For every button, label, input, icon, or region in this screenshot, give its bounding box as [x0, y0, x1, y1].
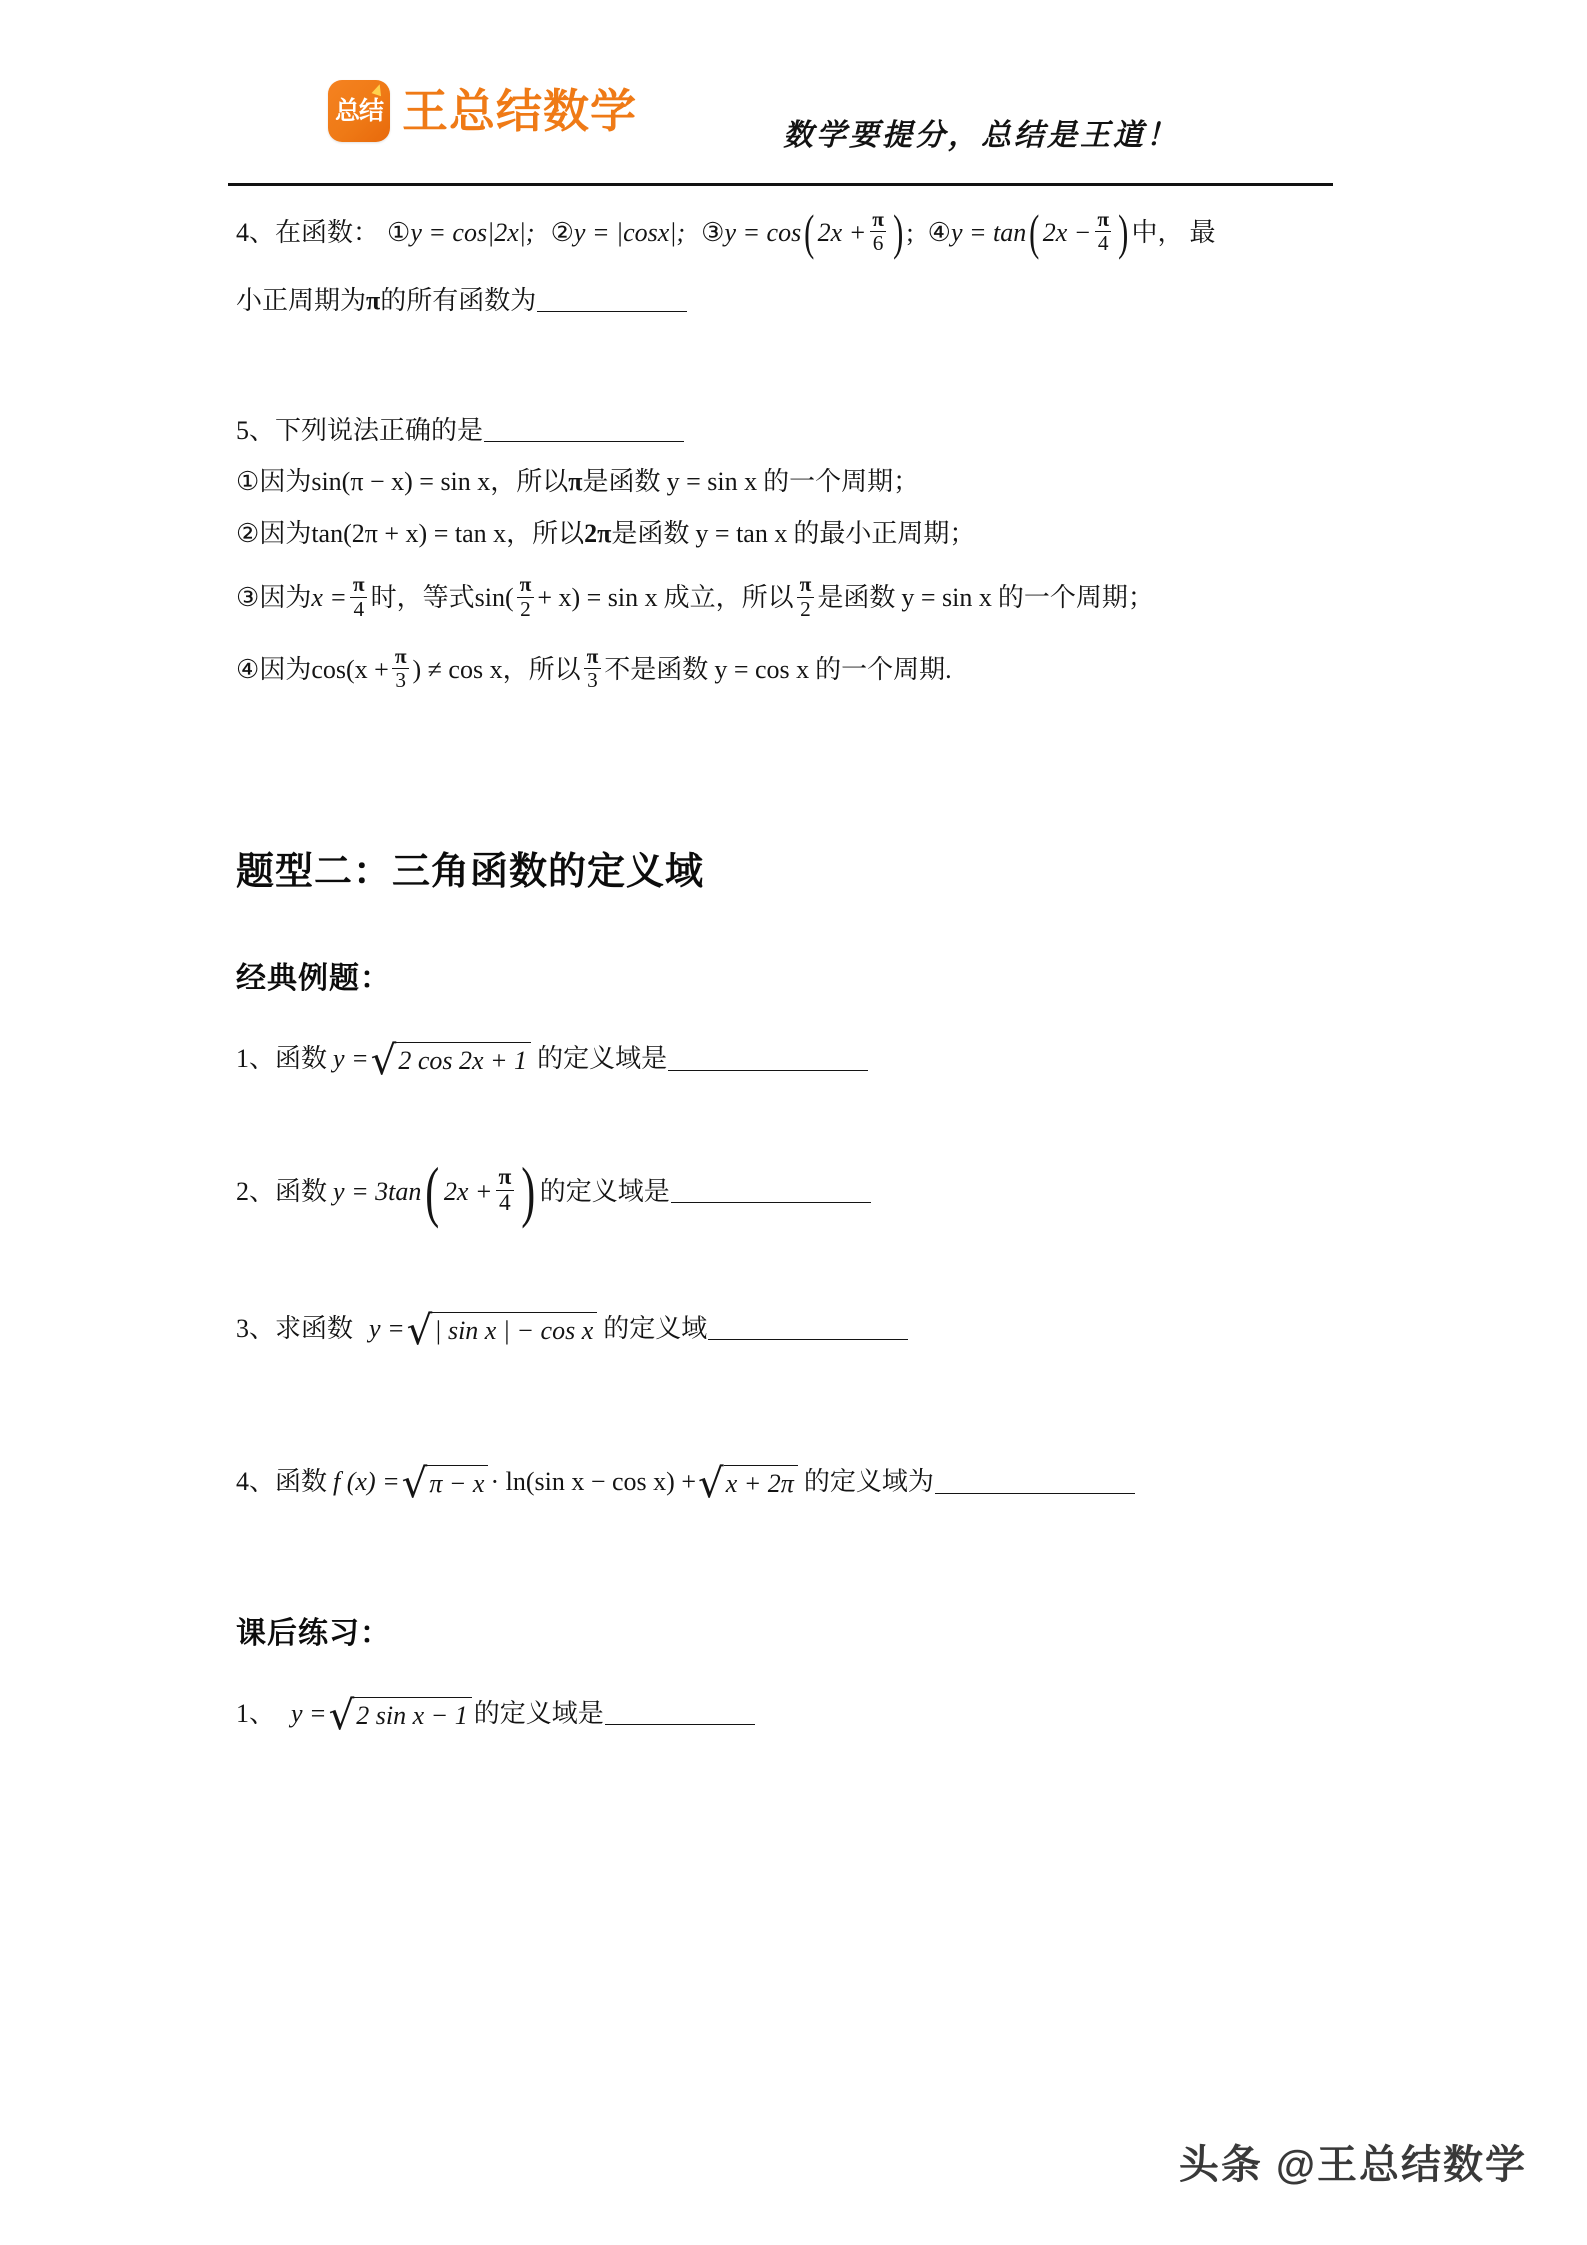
item-text-c: 成立，所以 [663, 583, 794, 613]
fraction-numerator: π [799, 572, 812, 597]
item-text-a: 因为 [259, 654, 312, 684]
fraction-numerator: π [1097, 207, 1109, 231]
item-x-equals: x = [311, 583, 347, 613]
example-number: 3、 [236, 1313, 276, 1343]
example-lead: 函数 [275, 1467, 328, 1497]
fraction-numerator: π [498, 1164, 512, 1191]
fraction-denominator: 3 [392, 668, 409, 691]
q4-item2-expr: y = |cosx|; [573, 217, 686, 247]
item-text-a: 因为 [259, 467, 312, 497]
example-4 [236, 1460, 1346, 1508]
brand-tagline: 数学要提分，总结是王道！ [783, 119, 1179, 152]
q5-number: 5、 [236, 415, 276, 445]
item-mark: ③ [236, 583, 260, 613]
q4-item4-head: y = tan [950, 217, 1027, 247]
square-root-icon [406, 1306, 598, 1354]
item-text-c: 是函数 [582, 467, 661, 497]
open-paren: ( [804, 205, 815, 261]
item-mark: ④ [236, 654, 260, 684]
q4-item4-fraction [1094, 209, 1112, 255]
fraction-numerator: π [586, 643, 599, 668]
practice-1 [236, 1691, 1346, 1739]
q5-stem-text: 下列说法正确的是 [275, 415, 484, 445]
item-expression-2: y = cos x [714, 654, 810, 684]
item-period-value: 2π [584, 519, 612, 549]
item-expression-mid: ) ≠ cos x [412, 654, 503, 684]
fraction-denominator: 3 [584, 668, 601, 691]
example-f-equals: f (x) = [333, 1467, 400, 1497]
fraction-numerator: π [352, 572, 365, 597]
q4-item4-mark: ④ [927, 217, 951, 247]
radical-sign: √ [328, 1691, 355, 1739]
item-text-a: 因为 [259, 583, 312, 613]
question-5-item-4 [236, 643, 1346, 693]
radical-sign: √ [698, 1460, 724, 1508]
fraction-denominator: 4 [350, 597, 367, 620]
example-2 [236, 1153, 1346, 1229]
item-text-a: 因为 [259, 519, 312, 549]
answer-blank[interactable] [668, 1048, 868, 1071]
item-text-d: 的最小正周期； [793, 519, 976, 549]
item-expression-2: y = sin x [901, 583, 992, 613]
square-root-icon [698, 1460, 798, 1508]
question-5-item-3 [236, 572, 1346, 621]
item-text-b: ，所以 [506, 519, 585, 549]
practice-tail: 的定义域是 [473, 1698, 604, 1728]
q4-item3-fraction [869, 209, 887, 255]
answer-blank[interactable] [671, 1180, 871, 1203]
example-tail: 的定义域是 [539, 1176, 670, 1206]
fraction-denominator: 2 [517, 597, 534, 620]
item-expression-2: y = tan x [695, 519, 788, 549]
examples-heading: 经典例题： [236, 962, 391, 996]
q4-line1-end: 最 [1189, 217, 1216, 247]
example-lead: 函数 [275, 1176, 328, 1206]
open-paren: ( [1029, 205, 1040, 261]
q4-item1-expr: y = cos|2x|; [410, 217, 535, 247]
example-tail: 的定义域是 [537, 1044, 668, 1074]
item-text-b: 时，等式 [370, 583, 475, 613]
section-heading: 题型二：三角函数的定义域 [236, 851, 705, 894]
brand-name: 王总结数学 [402, 85, 637, 137]
item-expression-lead: sin( [474, 583, 514, 613]
example-mid-expression: · ln(sin x − cos x) + [490, 1467, 696, 1497]
example-number: 2、 [236, 1176, 276, 1206]
item-text-b: ，所以 [502, 654, 581, 684]
example-number: 4、 [236, 1467, 276, 1497]
q4-item1-mark: ① [387, 217, 411, 247]
q4-item3-tail: ; [906, 217, 914, 247]
q4-item3-mark: ③ [701, 217, 725, 247]
item-text-d: 的一个周期； [763, 467, 920, 497]
example-y-equals: y = [369, 1313, 405, 1343]
square-root-icon [328, 1691, 472, 1739]
item-text-d: 是函数 [817, 583, 896, 613]
item-period-value: π [568, 467, 583, 497]
example-number: 1、 [236, 1044, 276, 1074]
item-expression-2: y = sin x [666, 467, 758, 497]
fraction-denominator: 4 [1095, 231, 1112, 254]
practice-heading: 课后练习： [236, 1616, 391, 1650]
radicand: π − x [427, 1465, 488, 1499]
item-fraction-2 [517, 574, 535, 620]
fraction-numerator: π [519, 572, 532, 597]
item-expression-1: tan(2π + x) = tan x [311, 519, 507, 549]
fraction-denominator: 2 [797, 597, 814, 620]
q4-lead: 在函数： [275, 217, 380, 247]
example-fraction [495, 1166, 514, 1216]
item-fraction-3 [797, 574, 815, 620]
close-paren: ) [1118, 205, 1129, 261]
practice-number: 1、 [236, 1698, 276, 1728]
q4-number: 4、 [236, 217, 276, 247]
header-divider [228, 183, 1333, 186]
q4-item3-inner: 2x + [817, 217, 867, 247]
item-text-c: 是函数 [611, 519, 690, 549]
item-expression-1: sin(π − x) = sin x [311, 467, 491, 497]
document-body [236, 205, 1346, 1739]
example-tail: 的定义域为 [803, 1467, 934, 1497]
example-y-equals: y = [333, 1044, 369, 1074]
q4-line2-rest: 的所有函数为 [380, 285, 537, 315]
logo-icon [328, 80, 390, 142]
square-root-icon [401, 1460, 489, 1508]
question-5-item-1 [236, 467, 1346, 497]
answer-blank[interactable] [484, 419, 684, 442]
answer-blank[interactable] [605, 1702, 755, 1725]
close-paren: ) [521, 1153, 536, 1229]
item-text-e: 的一个周期； [997, 583, 1154, 613]
answer-blank[interactable] [935, 1471, 1135, 1494]
page-header [228, 52, 1333, 170]
radical-sign: √ [406, 1306, 433, 1354]
example-lead: 函数 [275, 1044, 328, 1074]
item-mark: ② [236, 519, 260, 549]
q4-item2-mark: ② [550, 217, 574, 247]
fraction-denominator: 6 [870, 231, 887, 254]
fraction-numerator: π [872, 207, 884, 231]
radical-sign: √ [370, 1037, 397, 1085]
footer-watermark: 头条 @王总结数学 [1178, 2143, 1527, 2187]
question-5-stem [236, 416, 1346, 446]
q4-item3-head: y = cos [724, 217, 802, 247]
item-text-c: 不是函数 [604, 654, 709, 684]
practice-y-equals: y = [291, 1698, 327, 1728]
example-3 [236, 1306, 1346, 1354]
answer-blank[interactable] [537, 289, 687, 312]
item-text-b: ，所以 [490, 467, 569, 497]
item-mark: ① [236, 467, 260, 497]
item-text-d: 的一个周期. [815, 654, 952, 684]
spark-icon [372, 83, 385, 97]
item-fraction-1 [350, 574, 368, 620]
square-root-icon [370, 1037, 531, 1085]
radicand: x + 2π [724, 1465, 798, 1499]
item-fraction-1 [392, 643, 410, 693]
example-1 [236, 1037, 1346, 1085]
radicand: 2 cos 2x + 1 [396, 1042, 531, 1076]
q4-line2-lead: 小正周期为 [236, 285, 367, 315]
question-5-item-2 [236, 519, 1346, 549]
fraction-numerator: π [394, 643, 407, 668]
question-4-line-1 [236, 205, 1346, 261]
open-paren: ( [425, 1153, 440, 1229]
radical-sign: √ [401, 1460, 428, 1508]
close-paren: ) [893, 205, 904, 261]
item-fraction-2 [584, 643, 602, 693]
example-inner-lead: 2x + [443, 1176, 493, 1206]
q4-item4-tail: 中， [1131, 217, 1184, 247]
example-lead: 求函数 [275, 1313, 354, 1343]
answer-blank[interactable] [708, 1317, 908, 1340]
item-expression-mid: + x) = sin x [537, 583, 658, 613]
brand-logo [328, 80, 637, 142]
example-y-equals: y = 3tan [333, 1176, 422, 1206]
example-tail: 的定义域 [603, 1313, 708, 1343]
q4-line2-pi: π [366, 285, 381, 315]
fraction-denominator: 4 [496, 1190, 514, 1215]
logo-mark-text: 总结 [334, 96, 383, 125]
item-expression-lead: cos(x + [311, 654, 389, 684]
question-4-line-2 [236, 286, 1346, 316]
radicand: 2 sin x − 1 [354, 1697, 471, 1731]
q4-item4-inner: 2x − [1042, 217, 1092, 247]
radicand: | sin x | − cos x [432, 1312, 597, 1346]
